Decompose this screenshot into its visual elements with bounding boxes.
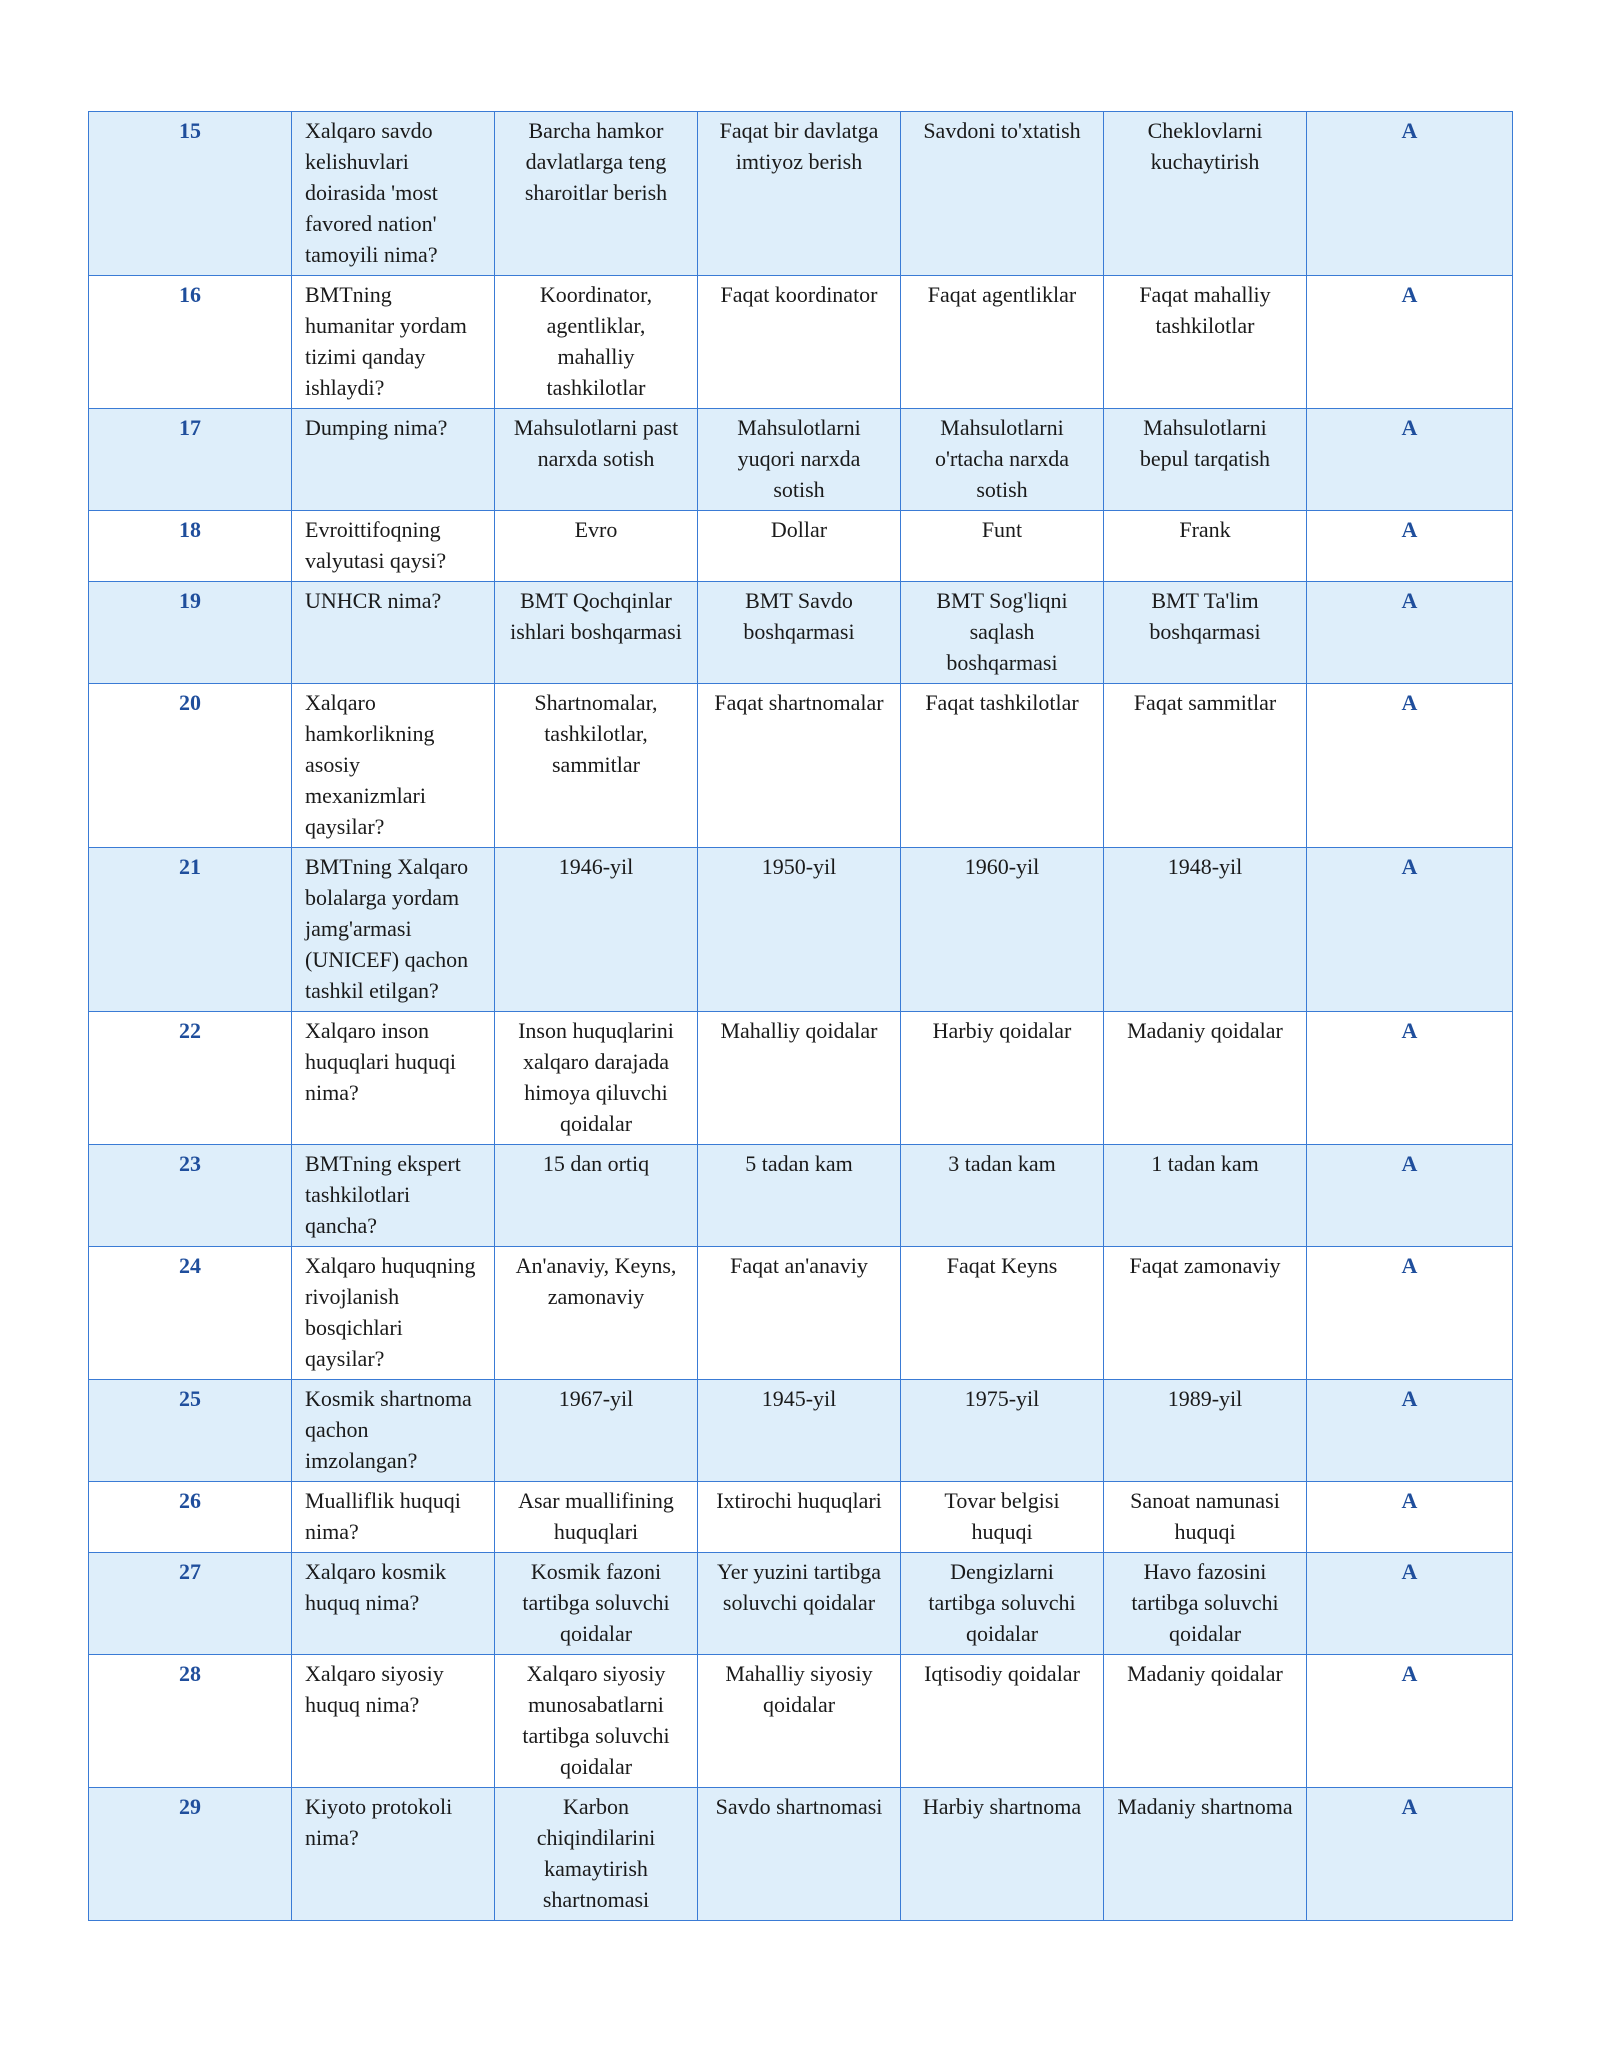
table-row [89,409,1513,511]
correct-answer: A [1307,1012,1513,1145]
option-d: Faqat sammitlar [1104,684,1307,848]
option-b: BMT Savdo boshqarmasi [698,582,901,684]
questions-table-body [89,112,1513,1921]
question-number: 21 [89,848,292,1012]
option-c: Harbiy qoidalar [901,1012,1104,1145]
question-text: Evroittifoqning valyutasi qaysi? [292,511,495,582]
table-row [89,1012,1513,1145]
option-c: Harbiy shartnoma [901,1788,1104,1921]
option-a: BMT Qochqinlar ishlari boshqarmasi [495,582,698,684]
option-c: Mahsulotlarni o'rtacha narxda sotish [901,409,1104,511]
question-text: Xalqaro siyosiy huquq nima? [292,1655,495,1788]
option-a: Inson huquqlarini xalqaro darajada himoya qiluvchi qoidalar [495,1012,698,1145]
question-text: Xalqaro savdo kelishuvlari doirasida 'most favored nation' tamoyili nima? [292,112,495,276]
option-d: Mahsulotlarni bepul tarqatish [1104,409,1307,511]
option-b: 1950-yil [698,848,901,1012]
option-d: Frank [1104,511,1307,582]
question-text: BMTning humanitar yordam tizimi qanday ishlaydi? [292,276,495,409]
option-b: 1945-yil [698,1380,901,1482]
option-b: Faqat an'anaviy [698,1247,901,1380]
question-text: UNHCR nima? [292,582,495,684]
option-a: 15 dan ortiq [495,1145,698,1247]
question-number: 27 [89,1553,292,1655]
option-c: Savdoni to'xtatish [901,112,1104,276]
option-c: Iqtisodiy qoidalar [901,1655,1104,1788]
option-b: Savdo shartnomasi [698,1788,901,1921]
table-row [89,1553,1513,1655]
question-number: 25 [89,1380,292,1482]
table-row [89,1655,1513,1788]
question-text: Dumping nima? [292,409,495,511]
option-a: An'anaviy, Keyns, zamonaviy [495,1247,698,1380]
option-b: Faqat koordinator [698,276,901,409]
option-b: Dollar [698,511,901,582]
option-a: 1946-yil [495,848,698,1012]
option-a: Evro [495,511,698,582]
option-b: Mahsulotlarni yuqori narxda sotish [698,409,901,511]
question-number: 22 [89,1012,292,1145]
table-row [89,1788,1513,1921]
option-c: Faqat agentliklar [901,276,1104,409]
option-c: BMT Sog'liqni saqlash boshqarmasi [901,582,1104,684]
table-row [89,112,1513,276]
correct-answer: A [1307,1553,1513,1655]
option-b: Mahalliy siyosiy qoidalar [698,1655,901,1788]
correct-answer: A [1307,409,1513,511]
correct-answer: A [1307,582,1513,684]
option-b: Faqat bir davlatga imtiyoz berish [698,112,901,276]
correct-answer: A [1307,684,1513,848]
table-row [89,1380,1513,1482]
question-number: 16 [89,276,292,409]
option-c: Faqat Keyns [901,1247,1104,1380]
question-number: 17 [89,409,292,511]
option-c: Tovar belgisi huquqi [901,1482,1104,1553]
option-b: Yer yuzini tartibga soluvchi qoidalar [698,1553,901,1655]
question-number: 26 [89,1482,292,1553]
question-text: Kosmik shartnoma qachon imzolangan? [292,1380,495,1482]
table-row [89,511,1513,582]
option-a: Karbon chiqindilarini kamaytirish shartnomasi [495,1788,698,1921]
question-text: Xalqaro hamkorlikning asosiy mexanizmlari qaysilar? [292,684,495,848]
question-text: Xalqaro kosmik huquq nima? [292,1553,495,1655]
option-c: 1975-yil [901,1380,1104,1482]
option-a: Mahsulotlarni past narxda sotish [495,409,698,511]
correct-answer: A [1307,276,1513,409]
option-d: BMT Ta'lim boshqarmasi [1104,582,1307,684]
option-d: Madaniy shartnoma [1104,1788,1307,1921]
table-row [89,684,1513,848]
question-number: 20 [89,684,292,848]
option-c: Funt [901,511,1104,582]
question-text: Xalqaro inson huquqlari huquqi nima? [292,1012,495,1145]
option-c: 3 tadan kam [901,1145,1104,1247]
option-c: Faqat tashkilotlar [901,684,1104,848]
correct-answer: A [1307,1247,1513,1380]
option-d: 1 tadan kam [1104,1145,1307,1247]
question-text: Xalqaro huquqning rivojlanish bosqichlari qaysilar? [292,1247,495,1380]
question-text: Kiyoto protokoli nima? [292,1788,495,1921]
question-text: BMTning ekspert tashkilotlari qancha? [292,1145,495,1247]
option-c: 1960-yil [901,848,1104,1012]
table-row [89,582,1513,684]
correct-answer: A [1307,848,1513,1012]
correct-answer: A [1307,112,1513,276]
option-d: Havo fazosini tartibga soluvchi qoidalar [1104,1553,1307,1655]
option-a: Shartnomalar, tashkilotlar, sammitlar [495,684,698,848]
option-d: 1948-yil [1104,848,1307,1012]
option-a: 1967-yil [495,1380,698,1482]
option-a: Asar muallifining huquqlari [495,1482,698,1553]
option-d: Sanoat namunasi huquqi [1104,1482,1307,1553]
option-b: 5 tadan kam [698,1145,901,1247]
option-d: Cheklovlarni kuchaytirish [1104,112,1307,276]
table-row [89,1482,1513,1553]
option-d: 1989-yil [1104,1380,1307,1482]
option-b: Ixtirochi huquqlari [698,1482,901,1553]
correct-answer: A [1307,1380,1513,1482]
question-number: 29 [89,1788,292,1921]
correct-answer: A [1307,1788,1513,1921]
question-number: 15 [89,112,292,276]
option-a: Kosmik fazoni tartibga soluvchi qoidalar [495,1553,698,1655]
questions-table [88,111,1513,1921]
option-a: Barcha hamkor davlatlarga teng sharoitlar berish [495,112,698,276]
question-number: 18 [89,511,292,582]
correct-answer: A [1307,1482,1513,1553]
question-text: Mualliflik huquqi nima? [292,1482,495,1553]
option-a: Xalqaro siyosiy munosabatlarni tartibga soluvchi qoidalar [495,1655,698,1788]
option-d: Faqat zamonaviy [1104,1247,1307,1380]
table-row [89,1247,1513,1380]
table-row [89,276,1513,409]
option-d: Madaniy qoidalar [1104,1655,1307,1788]
table-row [89,1145,1513,1247]
option-c: Dengizlarni tartibga soluvchi qoidalar [901,1553,1104,1655]
option-d: Madaniy qoidalar [1104,1012,1307,1145]
question-number: 19 [89,582,292,684]
question-number: 24 [89,1247,292,1380]
table-row [89,848,1513,1012]
option-d: Faqat mahalliy tashkilotlar [1104,276,1307,409]
option-b: Faqat shartnomalar [698,684,901,848]
correct-answer: A [1307,1655,1513,1788]
question-text: BMTning Xalqaro bolalarga yordam jamg'armasi (UNICEF) qachon tashkil etilgan? [292,848,495,1012]
option-b: Mahalliy qoidalar [698,1012,901,1145]
question-number: 23 [89,1145,292,1247]
correct-answer: A [1307,511,1513,582]
option-a: Koordinator, agentliklar, mahalliy tashkilotlar [495,276,698,409]
question-number: 28 [89,1655,292,1788]
correct-answer: A [1307,1145,1513,1247]
